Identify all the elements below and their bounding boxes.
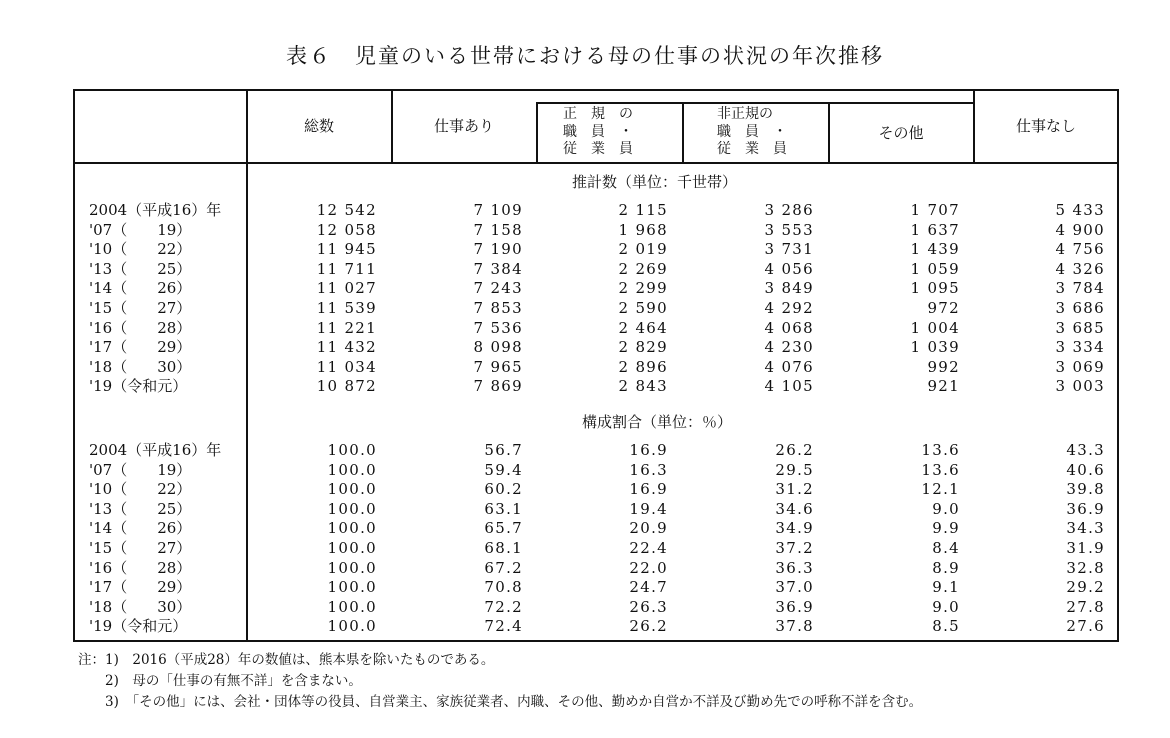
table-cell: 7 853 (473, 299, 523, 317)
table-cell: 7 536 (473, 318, 523, 337)
header-regular (563, 106, 633, 159)
table-cell: 2 896 (618, 357, 668, 376)
table-cell: 9.0 (932, 499, 960, 518)
table-cell: 16.3 (629, 460, 668, 479)
table-cell: 100.0 (327, 578, 377, 597)
header-other: その他 (878, 124, 924, 142)
section-label-ratio: 構成割合（単位：％） (582, 413, 733, 431)
table-cell: 12 542 (316, 201, 377, 219)
header-nonregular-line: 職 員 ・ (717, 123, 787, 140)
table-cell: 9.0 (932, 597, 960, 616)
table-cell: 1 059 (910, 259, 960, 278)
table-cell: 1 095 (910, 279, 960, 298)
table-cell: 36.3 (775, 558, 814, 577)
table-cell: 22.4 (629, 539, 668, 557)
table-cell: 16.9 (629, 480, 668, 499)
table-cell: 1 707 (910, 201, 960, 219)
footnote: 注：1) 2016（平成28）年の数値は、熊本県を除いたものである。 (78, 652, 495, 668)
table-cell: 67.2 (484, 558, 523, 577)
table-cell: 7 109 (473, 201, 523, 219)
table-cell: 9.1 (932, 578, 960, 597)
table-cell: 7 869 (473, 377, 523, 396)
row-year-label: '10（ 22） (89, 480, 192, 499)
footnotes (78, 650, 922, 714)
table-cell: 7 243 (473, 279, 523, 298)
table-cell: 100.0 (327, 460, 377, 479)
divider (682, 103, 684, 163)
table-cell: 31.2 (775, 480, 814, 499)
table-cell: 29.5 (775, 460, 814, 479)
table-cell: 4 326 (1055, 259, 1105, 278)
section-label-estimates: 推計数（単位：千世帯） (572, 173, 738, 191)
table-cell: 8 098 (473, 338, 523, 357)
table-cell: 20.9 (629, 519, 668, 538)
table-cell: 3 685 (1055, 318, 1105, 337)
table-cell: 100.0 (327, 558, 377, 577)
divider (536, 103, 538, 163)
table-cell: 36.9 (775, 597, 814, 616)
table-cell: 37.2 (775, 539, 814, 557)
table-cell: 2 843 (618, 377, 668, 396)
table-cell: 32.8 (1066, 558, 1105, 577)
row-year-label: '19（令和元） (89, 377, 188, 396)
table-cell: 992 (927, 357, 960, 376)
table-cell: 2 019 (618, 240, 668, 259)
table-cell: 9.9 (932, 519, 960, 538)
table-cell: 11 034 (316, 357, 377, 376)
statistics-table (73, 89, 1119, 642)
table-cell: 100.0 (327, 617, 377, 636)
header-nonregular (717, 106, 787, 159)
table-cell: 11 027 (316, 279, 377, 298)
table-cell: 4 756 (1055, 240, 1105, 259)
table-cell: 8.5 (932, 617, 960, 636)
table-cell: 3 784 (1055, 279, 1105, 298)
table-cell: 26.2 (629, 617, 668, 636)
table-cell: 8.4 (932, 539, 960, 557)
table-cell: 100.0 (327, 499, 377, 518)
table-cell: 3 849 (764, 279, 814, 298)
table-cell: 31.9 (1066, 539, 1105, 557)
table-cell: 11 432 (316, 338, 377, 357)
table-cell: 72.2 (484, 597, 523, 616)
table-cell: 3 069 (1055, 357, 1105, 376)
table-cell: 7 158 (473, 220, 523, 239)
table-cell: 7 965 (473, 357, 523, 376)
row-year-label: '18（ 30） (89, 597, 192, 616)
table-cell: 34.3 (1066, 519, 1105, 538)
row-year-label: '17（ 29） (89, 338, 192, 357)
table-cell: 11 539 (316, 299, 377, 317)
table-cell: 11 711 (316, 259, 377, 278)
table-cell: 4 292 (764, 299, 814, 317)
table-cell: 12 058 (316, 220, 377, 239)
table-cell: 11 945 (316, 240, 377, 259)
header-regular-line: 正 規 の (563, 106, 633, 122)
row-year-label: '07（ 19） (89, 220, 192, 239)
table-cell: 7 384 (473, 259, 523, 278)
header-working: 仕事あり (433, 117, 494, 135)
table-cell: 2 299 (618, 279, 668, 298)
row-year-label: '13（ 25） (89, 499, 192, 518)
table-cell: 60.2 (484, 480, 523, 499)
table-cell: 27.8 (1066, 597, 1105, 616)
table-cell: 972 (927, 299, 960, 317)
table-cell: 26.3 (629, 597, 668, 616)
row-year-label: 2004（平成16）年 (89, 201, 222, 219)
table-cell: 40.6 (1066, 460, 1105, 479)
table-cell: 100.0 (327, 519, 377, 538)
divider (75, 162, 1118, 164)
divider (536, 102, 973, 104)
row-year-label: '10（ 22） (89, 240, 192, 259)
table-cell: 68.1 (484, 539, 523, 557)
footnote: 2) 母の「仕事の有無不詳」を含まない。 (78, 673, 362, 690)
header-nonregular-line: 非正規の (717, 106, 773, 122)
row-year-label: '15（ 27） (89, 299, 192, 317)
table-cell: 2 269 (618, 259, 668, 278)
row-year-label: '14（ 26） (89, 279, 192, 298)
table-cell: 3 003 (1055, 377, 1105, 396)
table-cell: 3 334 (1055, 338, 1105, 357)
header-total: 総数 (303, 117, 334, 135)
table-cell: 4 900 (1055, 220, 1105, 239)
table-cell: 2 829 (618, 338, 668, 357)
table-cell: 24.7 (629, 578, 668, 597)
table-title: 表６ 児童のいる世帯における母の仕事の状況の年次推移 (286, 44, 884, 68)
table-cell: 43.3 (1066, 441, 1105, 459)
table-cell: 37.8 (775, 617, 814, 636)
row-year-label: '17（ 29） (89, 578, 192, 597)
table-cell: 4 230 (764, 338, 814, 357)
table-cell: 2 115 (618, 201, 668, 219)
table-cell: 27.6 (1066, 617, 1105, 636)
table-cell: 7 190 (473, 240, 523, 259)
table-cell: 10 872 (316, 377, 377, 396)
table-cell: 100.0 (327, 539, 377, 557)
table-cell: 72.4 (484, 617, 523, 636)
table-cell: 19.4 (629, 499, 668, 518)
table-cell: 26.2 (775, 441, 814, 459)
table-cell: 2 590 (618, 299, 668, 317)
table-cell: 16.9 (629, 441, 668, 459)
row-year-label: '14（ 26） (89, 519, 192, 538)
table-cell: 59.4 (484, 460, 523, 479)
row-year-label: '19（令和元） (89, 617, 188, 636)
row-year-label: '18（ 30） (89, 357, 192, 376)
table-cell: 1 637 (910, 220, 960, 239)
table-cell: 22.0 (629, 558, 668, 577)
table-cell: 2 464 (618, 318, 668, 337)
row-year-label: '07（ 19） (89, 460, 192, 479)
table-cell: 11 221 (316, 318, 377, 337)
table-cell: 34.9 (775, 519, 814, 538)
table-cell: 29.2 (1066, 578, 1105, 597)
table-cell: 3 686 (1055, 299, 1105, 317)
header-not-working: 仕事なし (1015, 117, 1076, 135)
table-cell: 100.0 (327, 441, 377, 459)
table-cell: 13.6 (921, 460, 960, 479)
row-year-label: 2004（平成16）年 (89, 441, 222, 459)
table-cell: 36.9 (1066, 499, 1105, 518)
table-cell: 5 433 (1055, 201, 1105, 219)
table-cell: 3 553 (764, 220, 814, 239)
table-cell: 12.1 (921, 480, 960, 499)
table-cell: 65.7 (484, 519, 523, 538)
table-cell: 921 (927, 377, 960, 396)
table-cell: 4 056 (764, 259, 814, 278)
table-cell: 39.8 (1066, 480, 1105, 499)
table-cell: 70.8 (484, 578, 523, 597)
row-year-label: '16（ 28） (89, 318, 192, 337)
footnote: 3) 「その他」には、会社・団体等の役員、自営業主、家族従業者、内職、その他、勤めか自営か不詳及び勤め先での呼称不詳を含む。 (78, 694, 923, 711)
table-cell: 4 068 (764, 318, 814, 337)
header-nonregular-line: 従 業 員 (717, 141, 787, 157)
table-cell: 13.6 (921, 441, 960, 459)
table-cell: 8.9 (932, 558, 960, 577)
table-cell: 4 105 (764, 377, 814, 396)
table-cell: 34.6 (775, 499, 814, 518)
table-cell: 63.1 (484, 499, 523, 518)
row-year-label: '13（ 25） (89, 259, 192, 278)
table-cell: 4 076 (764, 357, 814, 376)
table-cell: 3 731 (764, 240, 814, 259)
header-regular-line: 従 業 員 (563, 141, 633, 157)
table-cell: 1 039 (910, 338, 960, 357)
table-cell: 56.7 (484, 441, 523, 459)
table-cell: 100.0 (327, 480, 377, 499)
table-cell: 1 968 (618, 220, 668, 239)
header-regular-line: 職 員 ・ (563, 123, 633, 140)
table-cell: 37.0 (775, 578, 814, 597)
row-year-label: '16（ 28） (89, 558, 192, 577)
row-year-label: '15（ 27） (89, 539, 192, 557)
table-cell: 3 286 (764, 201, 814, 219)
table-cell: 100.0 (327, 597, 377, 616)
table-cell: 1 004 (910, 318, 960, 337)
table-cell: 1 439 (910, 240, 960, 259)
